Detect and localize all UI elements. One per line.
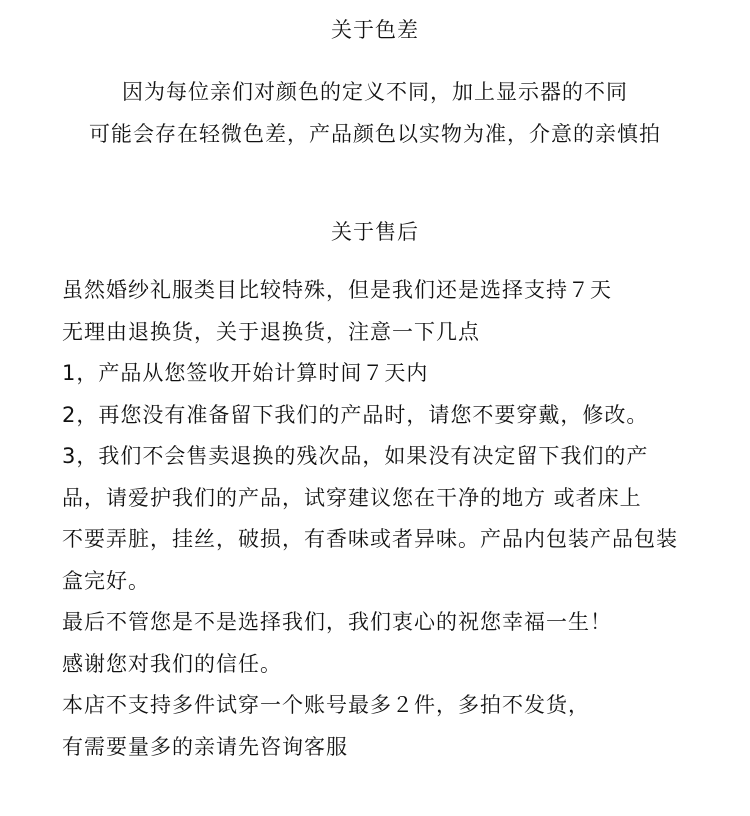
color-difference-line-1: 因为每位亲们对颜色的定义不同，加上显示器的不同 (122, 80, 628, 104)
aftersales-body (62, 270, 742, 768)
aftersales-line: 有需要量多的亲请先咨询客服 (62, 734, 348, 759)
aftersales-title: 关于售后 (331, 220, 419, 244)
aftersales-line: 感谢您对我们的信任。 (62, 651, 282, 676)
aftersales-line: 本店不支持多件试穿一个账号最多２件，多拍不发货， (62, 693, 590, 717)
aftersales-line: 不要弄脏，挂丝，破损，有香味或者异味。产品内包装产品包装 (62, 527, 678, 551)
aftersales-line: 品，请爱护我们的产品，试穿建议您在干净的地方 或者床上 (62, 485, 642, 510)
aftersales-line: 2，再您没有准备留下我们的产品时，请您不要穿戴，修改。 (62, 402, 649, 427)
aftersales-line: 3，我们不会售卖退换的残次品，如果没有决定留下我们的产 (62, 444, 649, 468)
aftersales-line: 虽然婚纱礼服类目比较特殊，但是我们还是选择支持７天 (62, 278, 612, 302)
aftersales-line: 盒完好。 (62, 568, 150, 593)
color-difference-line-2: 可能会存在轻微色差，产品颜色以实物为准，介意的亲慎拍 (89, 122, 661, 146)
aftersales-line: 1，产品从您签收开始计算时间７天内 (62, 361, 429, 385)
aftersales-line: 无理由退换货，关于退换货，注意一下几点 (62, 319, 480, 344)
aftersales-line: 最后不管您是不是选择我们，我们衷心的祝您幸福一生！ (62, 610, 612, 634)
color-difference-title: 关于色差 (331, 18, 419, 42)
